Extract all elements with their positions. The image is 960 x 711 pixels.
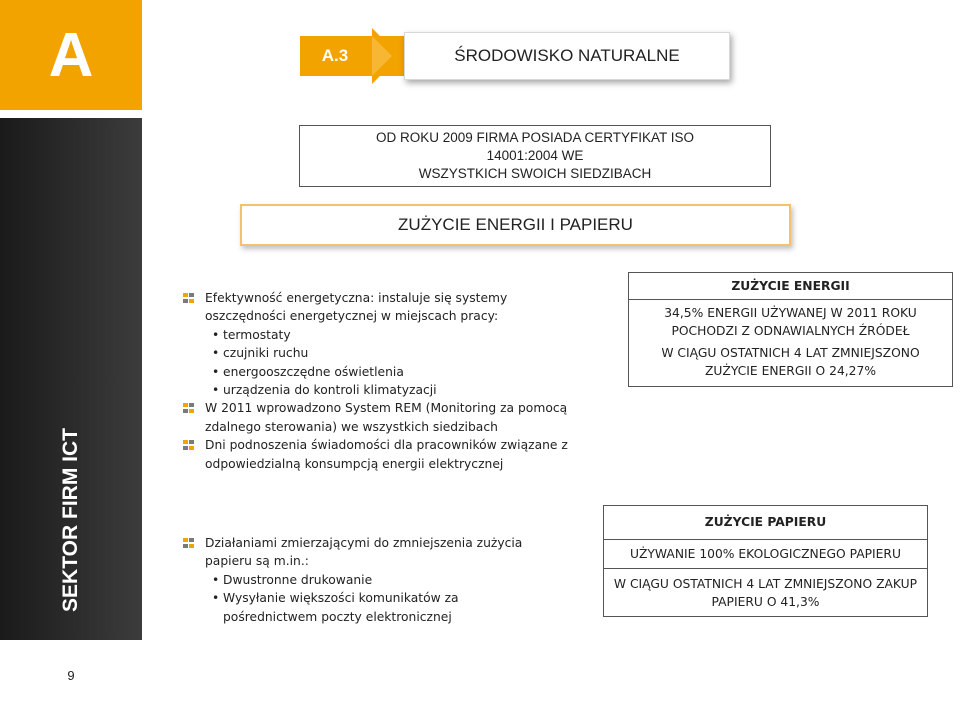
list-item [183,436,593,473]
paper-usage-box [603,505,928,617]
energy-box-text: ZUŻYCIE ENERGII O 24,27% [704,364,877,378]
energy-box-title: ZUŻYCIE ENERGII [629,273,952,300]
sub-list-item [183,381,593,399]
square-bullet-icon [183,293,195,303]
list-item [183,399,593,436]
dot-bullet-icon: • [212,346,220,361]
energy-box-text: W CIĄGU OSTATNICH 4 LAT ZMNIEJSZONO [661,346,920,360]
energy-usage-box [628,272,953,387]
paper-measures-list [183,534,543,626]
certificate-line: OD ROKU 2009 FIRMA POSIADA CERTYFIKAT ISO 14001:2004 WE [375,130,695,163]
list-item-text: Efektywność energetyczna: instaluje się systemy [205,291,508,305]
section-title: ZUŻYCIE ENERGII I PAPIERU [240,204,791,246]
dot-bullet-icon: • [212,364,220,379]
certificate-box [299,125,771,187]
sub-list-item-text: termostaty [223,327,291,342]
sidebar [0,118,142,711]
sub-list-item [183,344,593,362]
paper-box-text: PAPIERU O 41,3% [711,595,820,609]
square-bullet-icon [183,538,195,548]
dot-bullet-icon: • [212,591,220,606]
list-item-text: W 2011 wprowadzono System REM (Monitoring za pomocą [205,401,568,416]
energy-box-text: POCHODZI Z ODNAWIALNYCH ŹRÓDEŁ [671,324,910,338]
paper-box-text: UŻYWANIE 100% EKOLOGICZNEGO PAPIERU [604,540,927,569]
list-item [183,534,543,571]
chevron-arrow-icon [372,24,406,88]
sub-list-item-text: Dwustronne drukowanie [223,572,373,587]
list-item-text: odpowiedzialną konsumpcją energii elektrycznej [205,456,504,471]
paper-box-text: W CIĄGU OSTATNICH 4 LAT ZMNIEJSZONO ZAKUP [613,577,918,591]
sub-list-item [183,571,543,589]
sub-list-item-text: czujniki ruchu [223,346,309,361]
sidebar-title: SEKTOR FIRM ICT [59,428,82,612]
list-item [183,289,593,326]
dot-bullet-icon: • [212,327,220,342]
square-bullet-icon [183,440,195,450]
sub-list-item [183,326,593,344]
sub-list-item-text: pośrednictwem poczty elektronicznej [223,609,452,624]
certificate-line: WSZYSTKICH SWOICH SIEDZIBACH [418,166,652,181]
section-letter-tile [0,0,142,110]
list-item-text: Dni podnoszenia świadomości dla pracowników związane z [205,438,568,453]
dot-bullet-icon: • [212,383,220,398]
energy-measures-list [183,289,593,473]
square-bullet-icon [183,403,195,413]
list-item-text: oszczędności energetycznej w miejscach pracy: [205,309,499,324]
paper-box-title: ZUŻYCIE PAPIERU [604,506,927,540]
energy-box-text: 34,5% ENERGII UŻYWANEJ W 2011 ROKU [664,306,917,320]
sub-list-item-text: urządzenia do kontroli klimatyzacji [223,383,437,398]
section-letter: A [48,20,94,90]
dot-bullet-icon: • [212,572,220,587]
header-title: ŚRODOWISKO NATURALNE [404,32,730,80]
sub-list-item-text: energooszczędne oświetlenia [223,364,404,379]
sub-list-item-text: Wysyłanie większości komunikatów za [223,591,459,606]
list-item-text: Działaniami zmierzającymi do zmniejszenia zużycia [205,536,523,550]
page-number: 9 [0,640,142,711]
header-code: A.3 [321,46,349,65]
list-item-text: papieru są m.in.: [205,554,309,569]
sub-list-item [183,363,593,381]
list-item-text: zdalnego sterowania) we wszystkich siedzibach [205,419,498,434]
sub-list-item [183,589,543,626]
